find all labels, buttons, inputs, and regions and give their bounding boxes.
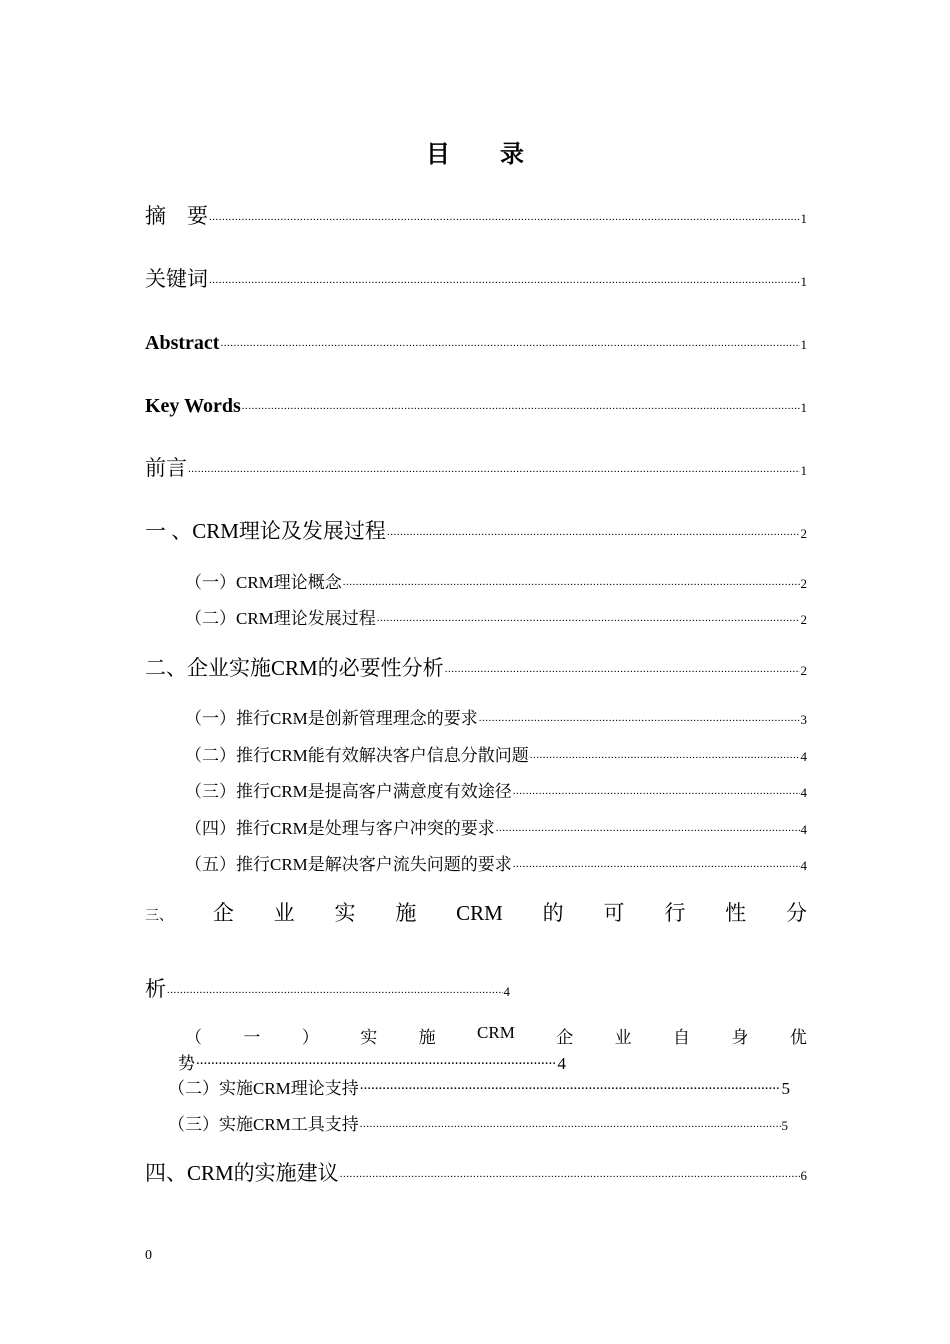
- toc-entry-abstract-cn[interactable]: [145, 200, 807, 230]
- leader-dots: [360, 1114, 781, 1131]
- toc-page-number: 5: [781, 1079, 790, 1098]
- leader-dots: [387, 515, 800, 538]
- toc-page-number: 4: [503, 984, 510, 1000]
- toc-entry-label: （三）实施CRM工具支持: [168, 1115, 359, 1134]
- toc-page-number: 2: [800, 526, 807, 542]
- leader-dots: [530, 742, 800, 761]
- toc-entry-label: （一）CRM理论概念: [185, 573, 342, 592]
- footer-page-number: 0: [145, 1248, 152, 1263]
- leader-dots: [445, 652, 800, 675]
- section-3-word: 性: [725, 901, 747, 925]
- toc-entry-section-2-1[interactable]: [185, 704, 807, 729]
- toc-entry-label: （一）推行CRM是创新管理理念的要求: [185, 709, 478, 728]
- toc-page-number: 2: [800, 663, 807, 679]
- toc-entry-keywords-cn[interactable]: [145, 263, 807, 293]
- section-3-word: 行: [664, 901, 686, 925]
- section-3-1-word: （: [185, 1028, 202, 1047]
- toc-entry-section-3-cont[interactable]: [145, 973, 510, 1003]
- toc-page-number: 4: [557, 1054, 566, 1073]
- toc-entry-section-2-2[interactable]: [185, 741, 807, 766]
- section-3-word: 可: [603, 901, 625, 925]
- toc-page-number: 4: [800, 785, 807, 800]
- toc-entry-label: 析: [145, 977, 166, 1002]
- section-3-word: 的: [542, 901, 564, 925]
- leader-dots: [167, 973, 503, 996]
- toc-page-number: 2: [800, 612, 807, 627]
- section-3-1-word: 施: [418, 1028, 436, 1047]
- section-3-1-word: ）: [301, 1028, 319, 1047]
- toc-title: 目 录: [426, 142, 546, 168]
- toc-page-number: 2: [800, 576, 807, 591]
- toc-page-number: 1: [800, 337, 807, 352]
- toc-entry-label: 前言: [145, 456, 187, 481]
- section-3-word: 实: [334, 901, 356, 925]
- leader-dots: [479, 705, 800, 724]
- toc-entry-label: 势: [178, 1054, 195, 1073]
- toc-page-number: 1: [800, 274, 807, 290]
- leader-dots: [220, 327, 799, 349]
- toc-entry-section-1[interactable]: [145, 515, 807, 545]
- toc-entry-section-2-4[interactable]: [185, 814, 807, 839]
- leader-dots: [209, 200, 800, 223]
- toc-entry-section-2-3[interactable]: [185, 777, 807, 802]
- toc-entry-section-1-2[interactable]: [185, 604, 807, 629]
- section-3-word: CRM: [456, 901, 503, 925]
- toc-entry-section-1-1[interactable]: [185, 568, 807, 593]
- toc-page-number: 1: [800, 463, 807, 479]
- leader-dots: [513, 851, 800, 870]
- leader-dots: [188, 452, 800, 475]
- toc-entry-label: （二）CRM理论发展过程: [185, 609, 376, 628]
- toc-entry-label: （二）推行CRM能有效解决客户信息分散问题: [185, 746, 529, 765]
- toc-page-number: 4: [800, 749, 807, 764]
- toc-entry-section-2[interactable]: [145, 652, 807, 682]
- toc-entry-label: （四）推行CRM是处理与客户冲突的要求: [185, 819, 495, 838]
- leader-dots: [360, 1075, 781, 1094]
- leader-dots: [513, 778, 800, 797]
- toc-entry-label: 二、企业实施CRM的必要性分析: [145, 656, 444, 681]
- toc-entry-label: （三）推行CRM是提高客户满意度有效途径: [185, 782, 512, 801]
- toc-page-number: 4: [800, 822, 807, 837]
- toc-page-number: 6: [800, 1168, 807, 1184]
- toc-entry-label: Key Words: [145, 395, 241, 417]
- section-3-word: 施: [395, 901, 417, 925]
- section-3-1-word: 一: [243, 1028, 261, 1047]
- toc-page-number: 4: [800, 858, 807, 873]
- section-3-1-word: 业: [614, 1028, 632, 1047]
- section-3-1-word: CRM: [477, 1023, 515, 1042]
- section-3-1-word: 自: [673, 1028, 691, 1047]
- toc-entry-section-2-5[interactable]: [185, 850, 807, 875]
- toc-entry-section-4[interactable]: [145, 1157, 807, 1187]
- toc-entry-section-3-2[interactable]: [168, 1074, 790, 1099]
- leader-dots: [196, 1050, 557, 1069]
- toc-entry-section-3[interactable]: [145, 897, 807, 927]
- toc-page-number: 3: [800, 712, 807, 727]
- section-3-1-word: 实: [360, 1028, 378, 1047]
- leader-dots: [209, 263, 800, 286]
- toc-entry-section-3-1[interactable]: [185, 1023, 807, 1048]
- leader-dots: [496, 815, 800, 834]
- toc-entry-label: 摘 要: [145, 204, 208, 229]
- section-3-1-word: 身: [731, 1028, 749, 1047]
- section-3-1-word: 企: [556, 1028, 574, 1047]
- leader-dots: [340, 1157, 800, 1180]
- toc-page-number: 5: [781, 1118, 788, 1133]
- toc-entry-section-3-3[interactable]: [168, 1110, 788, 1135]
- section-3-prefix: 三、: [145, 909, 173, 924]
- section-3-1-word: 优: [789, 1028, 807, 1047]
- leader-dots: [242, 390, 800, 412]
- toc-entry-label: 一 、CRM理论及发展过程: [145, 519, 386, 544]
- toc-entry-keywords-en[interactable]: [145, 390, 807, 418]
- section-3-word: 业: [273, 901, 295, 925]
- toc-page-number: 1: [800, 211, 807, 227]
- toc-entry-label: （二）实施CRM理论支持: [168, 1079, 359, 1098]
- section-3-word: 企: [212, 901, 234, 925]
- leader-dots: [343, 569, 800, 588]
- toc-entry-label: 关键词: [145, 267, 208, 292]
- toc-entry-label: 四、CRM的实施建议: [145, 1161, 339, 1186]
- toc-entry-label: （五）推行CRM是解决客户流失问题的要求: [185, 855, 512, 874]
- toc-entry-preface[interactable]: [145, 452, 807, 482]
- toc-page-number: 1: [800, 400, 807, 415]
- toc-entry-section-3-1-cont[interactable]: [178, 1049, 566, 1074]
- toc-entry-abstract-en[interactable]: [145, 327, 807, 355]
- leader-dots: [377, 605, 800, 624]
- section-3-word: 分: [785, 901, 807, 925]
- toc-entry-label: Abstract: [145, 332, 220, 354]
